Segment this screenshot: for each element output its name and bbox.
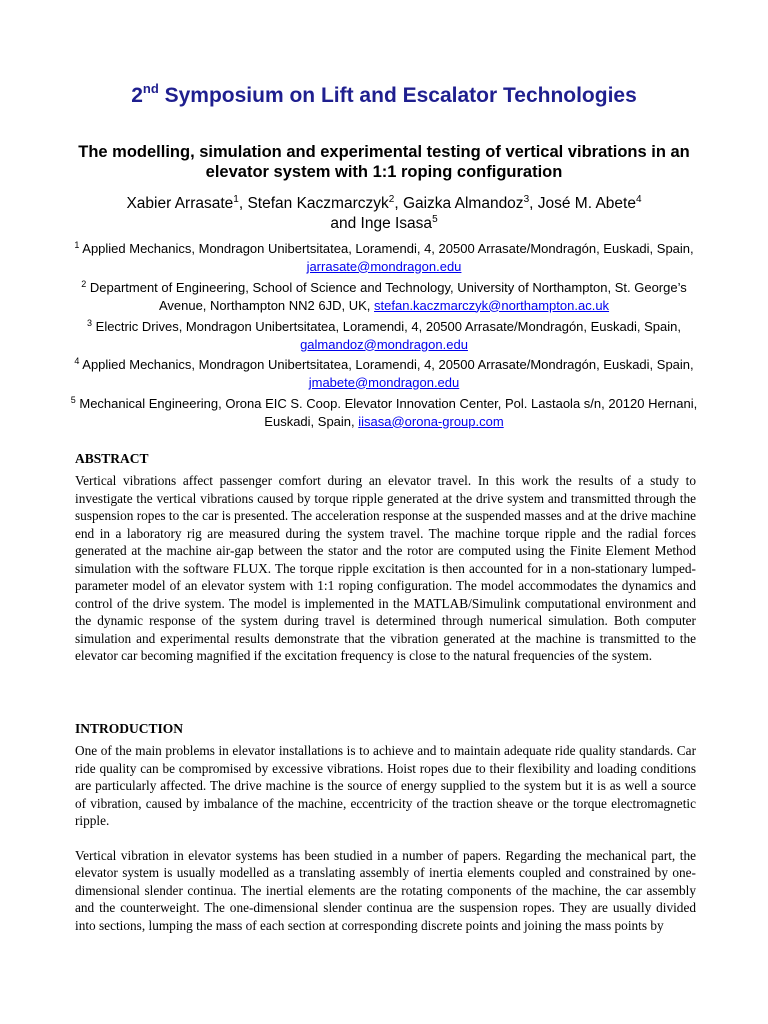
- abstract-body: [75, 472, 696, 665]
- author-list: Xabier Arrasate$^1$, Stefan Kaczmarczyk$^2$, Gaizka Almandoz$^3$, José M. Abete$^4$ and Inge Isasa$^5$: [126, 194, 642, 232]
- introduction-heading: INTRODUCTION: [75, 721, 184, 736]
- author: Stefan Kaczmarczyk$^2$: [247, 194, 395, 212]
- email-link[interactable]: jmabete@mondragon.edu: [308, 374, 460, 390]
- symposium-ordinal: 2: [131, 84, 143, 107]
- abstract-paragraph: Vertical vibrations affect passenger comfort during an elevator travel. In this work the results of a study to investigate the vertical vibrations caused by torque ripple generated at the drive system and transmitted through the suspension ropes to the car is presented. The acceleration response at the suspended masses and at the drive machine end in a laboratory rig are measured during the system travel. The machine torque ripple and the radial forces generated at the machine air-gap between the stator and the rotor are computed using the Finite Element Method simulation with the software FLUX. The torque ripple excitation is then accounted for in a non-stationary lumped-parameter model of an elevator system with 1:1 roping configuration. The model accommodates the dynamics and control of the drive system. The model is implemented in the MATLAB/Simulink computational environment and the dynamic response of the system during travel is determined through numerical simulation. Both computer simulation and experimental results demonstrate that the vibration generated at the machine is transmitted to the elevator car becoming magnified if the excitation frequency is close to the natural frequencies of the system.: [75, 473, 696, 663]
- paper-title: The modelling, simulation and experimental testing of vertical vibrations in an elevator system with 1:1 roping configuration: [78, 143, 690, 181]
- symposium-ordinal-suffix: nd: [142, 81, 159, 96]
- affiliation: $^2$ Department of Engineering, School of Science and Technology, University of Northampton, St. George’s Avenue, Northampton NN2 6JD, UK, stefan.kaczmarczyk@northampton.ac.uk: [81, 279, 687, 313]
- email-link[interactable]: stefan.kaczmarczyk@northampton.ac.uk: [374, 297, 610, 313]
- introduction-paragraph: Vertical vibration in elevator systems has been studied in a number of papers. Regarding the mechanical part, the elevator system is usually modelled as a translating assembly of inertia elements coupled and constrained by one-dimensional slender continua. The inertial elements are the rotating components of the machine, the car assembly and the counterweight. The one-dimensional slender continua are the suspension ropes. They are usually divided into sections, lumping the mass of each section at corresponding discrete points and joining the mass points by: [75, 847, 696, 933]
- affiliation: $^1$ Applied Mechanics, Mondragon Unibertsitatea, Loramendi, 4, 20500 Arrasate/Mondragón, Euskadi, Spain, jarrasate@mondragon.edu: [74, 240, 694, 274]
- affiliation: $^5$ Mechanical Engineering, Orona EIC S. Coop. Elevator Innovation Center, Pol. Lastaola s/n, 20120 Hernani, Euskadi, Spain, iisasa@orona-group.com: [70, 395, 698, 429]
- author: Gaizka Almandoz$^3$: [402, 194, 530, 212]
- author: Inge Isasa$^5$: [360, 214, 438, 232]
- introduction-body: [75, 742, 696, 934]
- author: Xabier Arrasate$^1$: [126, 194, 239, 212]
- symposium-name: Symposium on Lift and Escalator Technologies: [158, 84, 637, 107]
- affiliation: $^4$ Applied Mechanics, Mondragon Unibertsitatea, Loramendi, 4, 20500 Arrasate/Mondragón, Euskadi, Spain, jmabete@mondragon.edu: [74, 356, 694, 390]
- introduction-paragraph: One of the main problems in elevator installations is to achieve and to maintain adequate ride quality standards. Car ride quality can be compromised by excessive vibrations. Hoist ropes due to their flexibility and loading conditions are particularly affected. The drive machine is the source of energy supplied to the system but it is as well a source of vibration, caused by imbalance of the machine, eccentricity of the traction sheave or the torque electromagnetic ripple.: [75, 743, 696, 828]
- email-link[interactable]: galmandoz@mondragon.edu: [300, 336, 468, 352]
- email-link[interactable]: jarrasate@mondragon.edu: [306, 258, 462, 274]
- symposium-header: [0, 81, 768, 108]
- email-link[interactable]: iisasa@orona-group.com: [358, 413, 504, 429]
- affiliation: $^3$ Electric Drives, Mondragon Unibertsitatea, Loramendi, 4, 20500 Arrasate/Mondragón, Euskadi, Spain, galmandoz@mondragon.edu: [87, 318, 681, 352]
- author: José M. Abete$^4$: [537, 194, 642, 212]
- abstract-heading: ABSTRACT: [75, 451, 149, 466]
